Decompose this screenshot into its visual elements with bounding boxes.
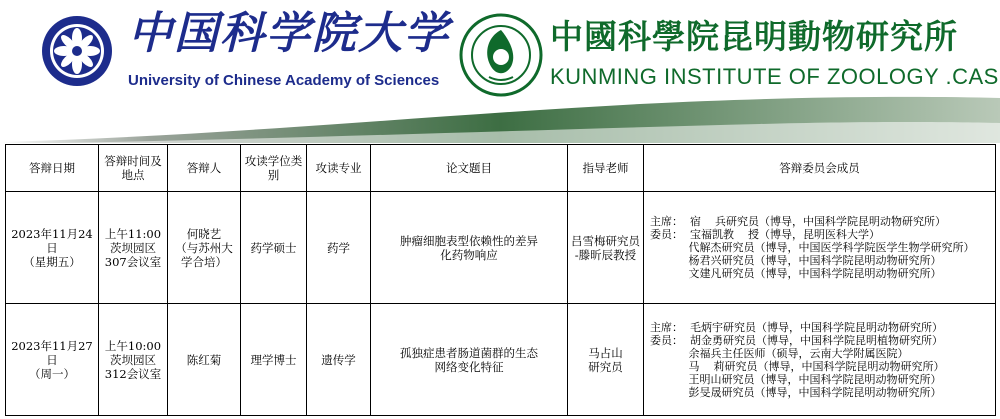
thesis-title-cell <box>371 304 568 416</box>
committee-member: 代解杰研究员（博导，中国医学科学院医学生物学研究所） <box>650 241 975 254</box>
advisor-line: 吕雪梅研究员 <box>571 233 640 248</box>
committee-member: 主席： 毛炳宇研究员（博导，中国科学院昆明动物研究所） <box>650 320 943 334</box>
defense-schedule-table <box>5 144 996 416</box>
major-cell: 遗传学 <box>307 304 371 416</box>
defense-room: 312会议室 <box>104 366 162 381</box>
defense-date: 2023年11月24日 <box>11 226 93 255</box>
table-row <box>6 304 996 416</box>
banner-swoosh <box>0 96 1000 143</box>
kiz-chinese-name: 中國科學院昆明動物研究所 <box>550 17 958 56</box>
ucas-emblem-icon <box>40 14 114 88</box>
defense-date-cell <box>6 304 99 416</box>
ucas-chinese-name: 中国科学院大学 <box>128 8 450 59</box>
kiz-english-name: KUNMING INSTITUTE OF ZOOLOGY .CAS <box>550 64 999 89</box>
committee-member: 委员： 宝福凯教 授（博导，昆明医科大学） <box>650 228 880 241</box>
defense-campus: 茨坝园区 <box>110 352 156 367</box>
defense-weekday: （星期五） <box>23 254 81 269</box>
advisor-cell <box>568 304 644 416</box>
committee-member: 彭旻晟研究员（博导，中国科学院昆明动物研究所） <box>650 385 942 399</box>
committee-member: 杨君兴研究员（博导，中国科学院昆明动物研究所） <box>650 254 942 267</box>
thesis-title-line: 化药物响应 <box>440 247 498 262</box>
column-header: 攻读专业 <box>307 145 371 192</box>
committee-member: 文建凡研究员（博导，中国科学院昆明动物研究所） <box>650 267 942 280</box>
thesis-title-line: 孤独症患者肠道菌群的生态 <box>400 345 538 360</box>
defense-time: 上午10:00 <box>104 338 162 353</box>
candidate-note: 学合培） <box>181 254 227 269</box>
defense-date-cell <box>6 192 99 304</box>
thesis-title-line: 网络变化特征 <box>434 359 504 374</box>
time-place-cell <box>99 304 168 416</box>
thesis-title-cell <box>371 192 568 304</box>
advisor-line: 马占山 <box>588 345 623 360</box>
column-header: 答辩委员会成员 <box>644 145 996 192</box>
table-header-row <box>6 145 996 192</box>
committee-member: 委员： 胡金勇研究员（博导，中国科学院昆明植物研究所） <box>650 333 943 347</box>
candidate-note: （与苏州大 <box>175 240 233 255</box>
advisor-line: 研究员 <box>588 359 623 374</box>
column-header: 答辩时间及地点 <box>99 145 168 192</box>
committee-member: 余福兵主任医师（硕导，云南大学附属医院） <box>650 346 909 360</box>
degree-cell: 理学博士 <box>241 304 307 416</box>
column-header: 答辩人 <box>168 145 241 192</box>
candidate-name: 陈红菊 <box>186 352 222 367</box>
header-banner <box>0 0 1000 143</box>
column-header: 论文题目 <box>371 145 568 192</box>
kiz-emblem-icon <box>459 13 543 97</box>
candidate-cell <box>168 192 241 304</box>
column-header: 指导老师 <box>568 145 644 192</box>
thesis-title-line: 肿瘤细胞表型依赖性的差异 <box>400 233 538 248</box>
committee-member: 主席： 宿 兵研究员（博导，中国科学院昆明动物研究所） <box>650 215 946 228</box>
defense-campus: 茨坝园区 <box>110 240 156 255</box>
defense-time: 上午11:00 <box>104 226 162 241</box>
column-header: 攻读学位类别 <box>241 145 307 192</box>
advisor-cell <box>568 192 644 304</box>
candidate-cell <box>168 304 241 416</box>
major-cell: 药学 <box>307 192 371 304</box>
table-row <box>6 192 996 304</box>
defense-weekday: （周一） <box>29 366 75 381</box>
defense-room: 307会议室 <box>104 254 162 269</box>
committee-member: 王明山研究员（博导，中国科学院昆明动物研究所） <box>650 372 942 386</box>
ucas-english-name: University of Chinese Academy of Sciences <box>128 72 440 89</box>
candidate-name: 何晓艺 <box>186 226 222 241</box>
advisor-line: -滕昕辰教授 <box>574 247 637 262</box>
time-place-cell <box>99 192 168 304</box>
committee-member: 马 莉研究员（博导，中国科学院昆明动物研究所） <box>650 359 945 373</box>
defense-date: 2023年11月27日 <box>11 338 93 367</box>
committee-members-cell <box>644 192 996 304</box>
degree-cell: 药学硕士 <box>241 192 307 304</box>
committee-members-cell <box>644 304 996 416</box>
column-header: 答辩日期 <box>6 145 99 192</box>
